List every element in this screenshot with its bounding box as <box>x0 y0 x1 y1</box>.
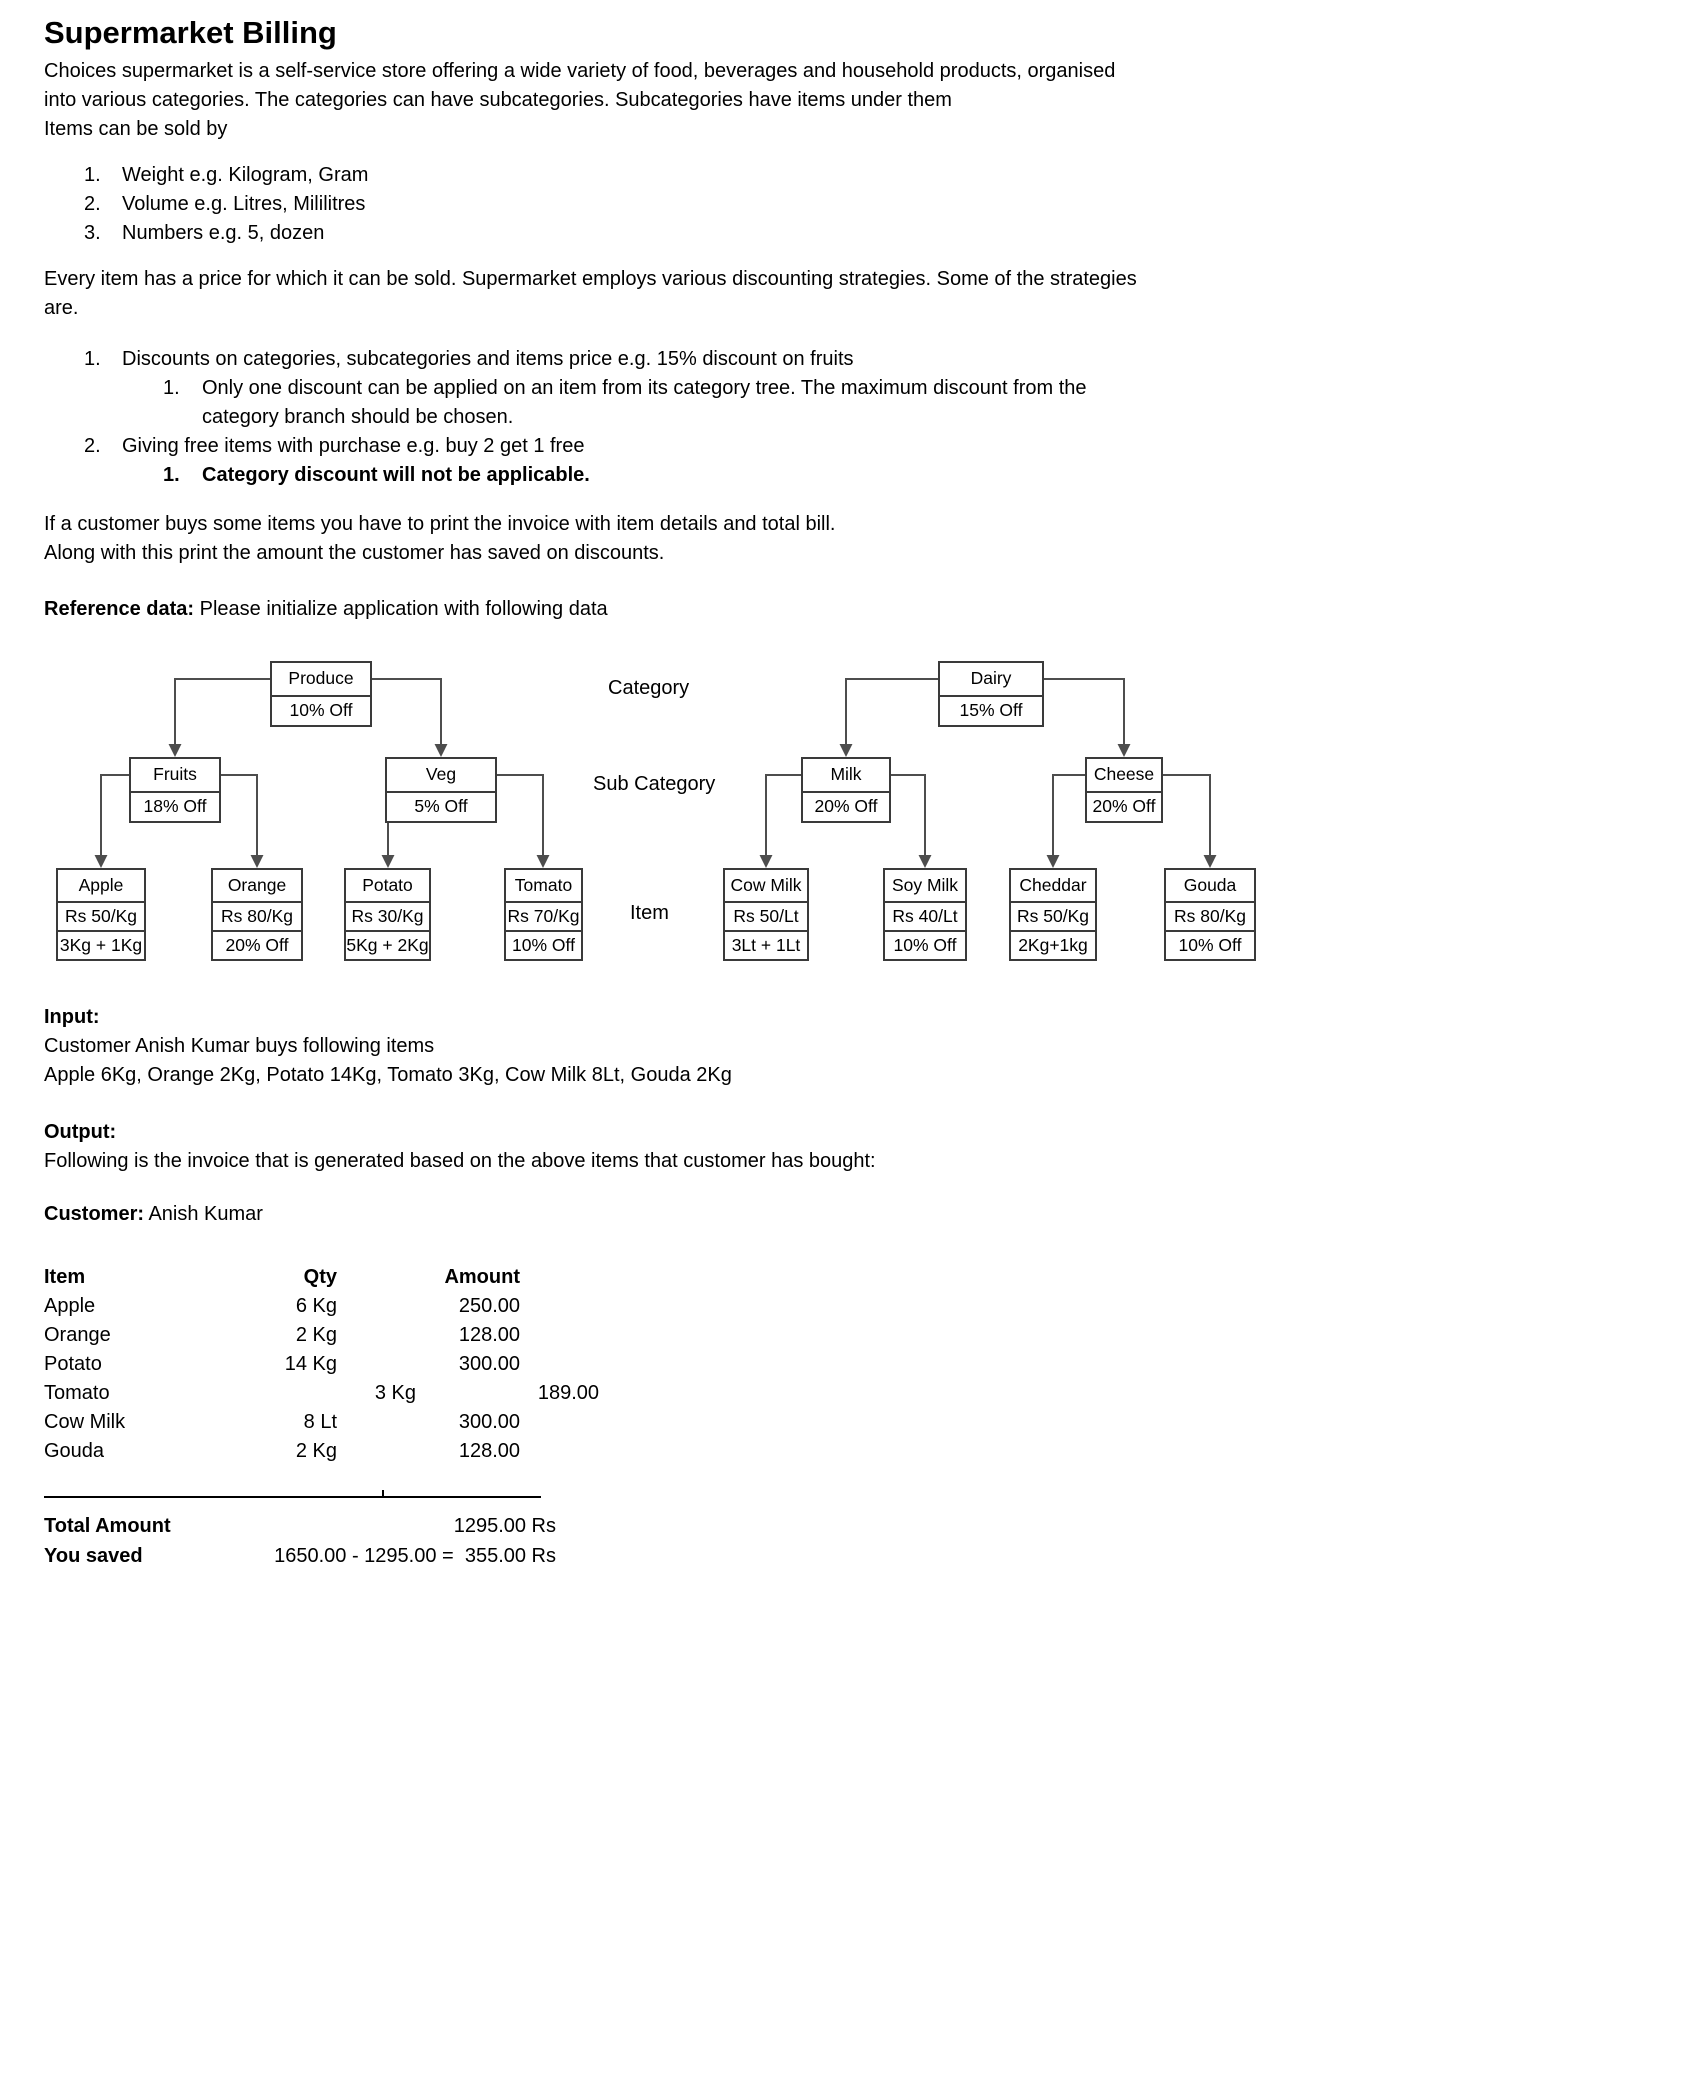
intro-paragraph <box>44 57 1664 144</box>
node-offer: 5Kg + 2Kg <box>344 930 431 961</box>
list-item-number: 2. <box>84 193 101 215</box>
invoice-item-cell: Apple <box>44 1295 96 1317</box>
invoice-amount-cell: 300.00 <box>458 1353 520 1375</box>
list-item-number: 1. <box>84 164 101 186</box>
invoice-header-amount: Amount <box>444 1266 520 1288</box>
node-label: Potato <box>344 868 431 903</box>
diagram-node-veg <box>385 757 497 823</box>
node-offer: 3Kg + 1Kg <box>56 930 146 961</box>
node-discount: 18% Off <box>129 791 221 823</box>
list-subitem-bold <box>163 461 1664 490</box>
list-item-text: Weight e.g. Kilogram, Gram <box>122 164 369 186</box>
diagram-node-potato <box>344 868 431 961</box>
subitem-line-1: Only one discount can be applied on an item from its category tree. The maximum discount from the <box>202 377 1087 399</box>
node-label: Orange <box>211 868 303 903</box>
invoice-divider <box>44 1496 541 1498</box>
node-discount: 15% Off <box>938 695 1044 727</box>
invoice-header-item: Item <box>44 1266 86 1288</box>
input-section <box>44 1003 1664 1090</box>
output-description: Following is the invoice that is generated based on the above items that customer has bought: <box>44 1150 876 1172</box>
list-item-text: Volume e.g. Litres, Mililitres <box>122 193 366 215</box>
list-item <box>84 161 1664 190</box>
list-item-number: 1. <box>84 348 101 370</box>
customer-label: Customer: <box>44 1203 145 1225</box>
node-discount: 20% Off <box>1085 791 1163 823</box>
invoice-row <box>44 1350 1664 1379</box>
total-amount-value: 1295.00 Rs <box>453 1515 556 1537</box>
reference-data-diagram <box>44 650 1664 990</box>
input-customer-line: Customer Anish Kumar buys following items <box>44 1035 435 1057</box>
list-item-number: 1. <box>163 377 180 399</box>
invoice-row <box>44 1292 1664 1321</box>
reference-data-text: Please initialize application with following data <box>194 598 608 620</box>
divider-tick <box>382 1490 384 1498</box>
invoice-qty-cell: 14 Kg <box>284 1353 337 1375</box>
list-item <box>84 345 1664 374</box>
customer-name: Anish Kumar <box>144 1203 263 1225</box>
node-discount: 10% Off <box>270 695 372 727</box>
diagram-node-apple <box>56 868 146 961</box>
node-label: Cheddar <box>1009 868 1097 903</box>
pricing-line-2: are. <box>44 297 79 319</box>
diagram-node-orange <box>211 868 303 961</box>
pricing-paragraph <box>44 265 1664 323</box>
input-heading: Input: <box>44 1006 100 1028</box>
node-label: Fruits <box>129 757 221 793</box>
node-label: Tomato <box>504 868 583 903</box>
output-heading: Output: <box>44 1121 117 1143</box>
diagram-node-cow-milk <box>723 868 809 961</box>
page-title: Supermarket Billing <box>44 15 337 50</box>
diagram-row-label-item: Item <box>630 902 669 924</box>
invoice-row <box>44 1379 1664 1408</box>
intro-line-1: Choices supermarket is a self-service store offering a wide variety of food, beverages and household products, organised <box>44 60 1116 82</box>
node-label: Soy Milk <box>883 868 967 903</box>
invoice-header-qty: Qty <box>303 1266 337 1288</box>
invoice-item-cell: Gouda <box>44 1440 105 1462</box>
invoice-qty-cell: 2 Kg <box>295 1440 337 1462</box>
intro-line-3: Items can be sold by <box>44 118 228 140</box>
invoice-qty-cell: 6 Kg <box>295 1295 337 1317</box>
you-saved-value: 1650.00 - 1295.00 = 355.00 Rs <box>274 1545 556 1567</box>
invoice-table <box>44 1263 1664 1466</box>
invoice-amount-cell: 300.00 <box>458 1411 520 1433</box>
discount-strategies-list <box>44 345 1664 490</box>
list-item-number: 1. <box>163 464 180 486</box>
node-price: Rs 50/Kg <box>1009 901 1097 932</box>
invoice-header-row <box>44 1263 1664 1292</box>
invoice-item-cell: Tomato <box>44 1382 110 1404</box>
diagram-node-cheddar <box>1009 868 1097 961</box>
invoice-note-line-1: If a customer buys some items you have to print the invoice with item details and total bill. <box>44 513 836 535</box>
diagram-row-label-category: Category <box>608 677 690 699</box>
invoice-item-cell: Potato <box>44 1353 102 1375</box>
node-price: Rs 30/Kg <box>344 901 431 932</box>
diagram-node-fruits <box>129 757 221 823</box>
diagram-node-soy-milk <box>883 868 967 961</box>
diagram-node-produce <box>270 661 372 727</box>
total-amount-row <box>44 1511 556 1541</box>
node-label: Veg <box>385 757 497 793</box>
node-label: Gouda <box>1164 868 1256 903</box>
diagram-row-label-subcategory: Sub Category <box>593 773 716 795</box>
invoice-row <box>44 1321 1664 1350</box>
reference-data-heading <box>44 595 1664 624</box>
invoice-amount-cell: 128.00 <box>458 1324 520 1346</box>
output-section <box>44 1118 1664 1176</box>
invoice-item-cell: Cow Milk <box>44 1411 126 1433</box>
node-discount: 5% Off <box>385 791 497 823</box>
node-price: Rs 50/Kg <box>56 901 146 932</box>
node-label: Produce <box>270 661 372 697</box>
intro-line-2: into various categories. The categories can have subcategories. Subcategories have items under them <box>44 89 952 111</box>
node-offer: 10% Off <box>504 930 583 961</box>
subitem-line-2: category branch should be chosen. <box>202 406 514 428</box>
sold-by-list <box>44 161 1664 248</box>
list-item-number: 2. <box>84 435 101 457</box>
node-price: Rs 80/Kg <box>211 901 303 932</box>
invoice-note-paragraph <box>44 510 1664 568</box>
diagram-node-dairy <box>938 661 1044 727</box>
diagram-node-tomato <box>504 868 583 961</box>
diagram-node-cheese <box>1085 757 1163 823</box>
invoice-note-line-2: Along with this print the amount the customer has saved on discounts. <box>44 542 665 564</box>
invoice-item-cell: Orange <box>44 1324 111 1346</box>
total-amount-label: Total Amount <box>44 1515 171 1537</box>
input-items-line: Apple 6Kg, Orange 2Kg, Potato 14Kg, Tomato 3Kg, Cow Milk 8Lt, Gouda 2Kg <box>44 1064 732 1086</box>
node-offer: 10% Off <box>883 930 967 961</box>
node-price: Rs 80/Kg <box>1164 901 1256 932</box>
invoice-qty-cell: 2 Kg <box>295 1324 337 1346</box>
node-offer: 20% Off <box>211 930 303 961</box>
you-saved-row <box>44 1541 556 1571</box>
diagram-node-milk <box>801 757 891 823</box>
list-item <box>84 190 1664 219</box>
node-label: Cow Milk <box>723 868 809 903</box>
list-item-text <box>202 374 1664 432</box>
you-saved-label: You saved <box>44 1545 143 1567</box>
diagram-node-gouda <box>1164 868 1256 961</box>
list-item-text: Discounts on categories, subcategories and items price e.g. 15% discount on fruits <box>122 348 854 370</box>
node-label: Dairy <box>938 661 1044 697</box>
invoice-amount-cell: 128.00 <box>458 1440 520 1462</box>
customer-line <box>44 1200 1664 1229</box>
reference-data-label: Reference data: <box>44 598 195 620</box>
invoice-qty-cell: 3 Kg <box>374 1382 416 1404</box>
node-offer: 3Lt + 1Lt <box>723 930 809 961</box>
list-subitem <box>163 374 1664 432</box>
node-price: Rs 50/Lt <box>723 901 809 932</box>
list-item-text: Giving free items with purchase e.g. buy 2 get 1 free <box>122 435 585 457</box>
node-label: Apple <box>56 868 146 903</box>
invoice-amount-cell: 250.00 <box>458 1295 520 1317</box>
invoice-row <box>44 1408 1664 1437</box>
invoice-amount-cell: 189.00 <box>537 1382 599 1404</box>
node-label: Cheese <box>1085 757 1163 793</box>
node-price: Rs 40/Lt <box>883 901 967 932</box>
list-item <box>84 432 1664 461</box>
list-item-text: Numbers e.g. 5, dozen <box>122 222 325 244</box>
node-offer: 10% Off <box>1164 930 1256 961</box>
node-price: Rs 70/Kg <box>504 901 583 932</box>
list-item-text: Category discount will not be applicable. <box>202 464 590 486</box>
node-label: Milk <box>801 757 891 793</box>
node-offer: 2Kg+1kg <box>1009 930 1097 961</box>
node-discount: 20% Off <box>801 791 891 823</box>
invoice-qty-cell: 8 Lt <box>303 1411 337 1433</box>
pricing-line-1: Every item has a price for which it can be sold. Supermarket employs various discounting strategies. Some of the strategies <box>44 268 1137 290</box>
list-item-number: 3. <box>84 222 101 244</box>
invoice-row <box>44 1437 1664 1466</box>
invoice-totals <box>44 1511 556 1571</box>
list-item <box>84 219 1664 248</box>
